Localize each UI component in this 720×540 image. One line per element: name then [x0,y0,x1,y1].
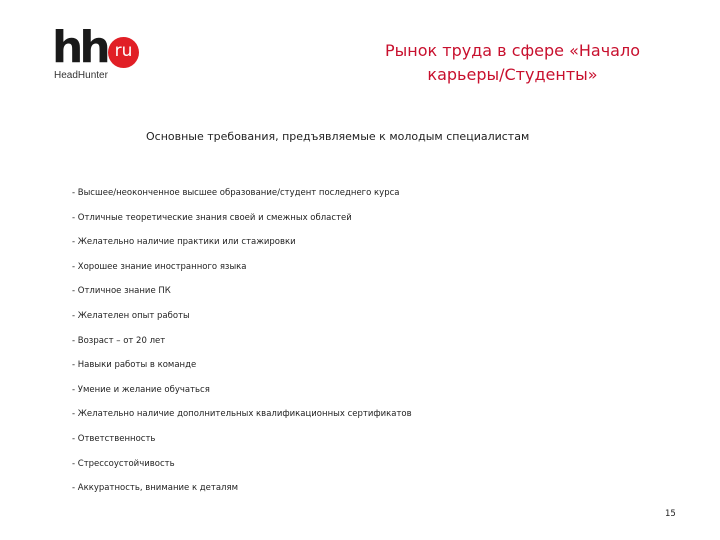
requirement-item: - Желателен опыт работы [72,310,190,321]
requirement-item: - Желательно наличие дополнительных квалификационных сертификатов [72,409,412,420]
logo-ru-badge: ru [108,37,139,68]
slide-title-line-2: карьеры/Студенты» [427,65,598,84]
requirement-item: - Отличное знание ПК [72,286,171,297]
slide-title [300,39,720,87]
requirement-item: - Желательно наличие практики или стажировки [72,237,296,248]
requirement-item: - Отличные теоретические знания своей и смежных областей [72,212,352,223]
requirement-item: - Ответственность [72,433,156,444]
page-number: 15 [665,509,676,519]
headhunter-logo [52,22,152,82]
requirement-item: - Возраст – от 20 лет [72,335,166,346]
slide-title-line-1: Рынок труда в сфере «Начало [385,41,640,60]
logo-brand-text: HeadHunter [54,70,108,81]
requirement-item: - Аккуратность, внимание к деталям [72,483,239,494]
requirement-item: - Стрессоустойчивость [72,458,175,469]
requirement-item: - Хорошее знание иностранного языка [72,261,247,272]
requirements-list [72,188,412,508]
requirement-item: - Высшее/неоконченное высшее образование/студент последнего курса [72,188,400,198]
section-subtitle: Основные требования, предъявляемые к молодым специалистам [146,130,530,143]
requirement-item: - Умение и желание обучаться [72,384,210,395]
logo-hh-text: hh [52,22,107,73]
requirement-item: - Навыки работы в команде [72,360,197,371]
